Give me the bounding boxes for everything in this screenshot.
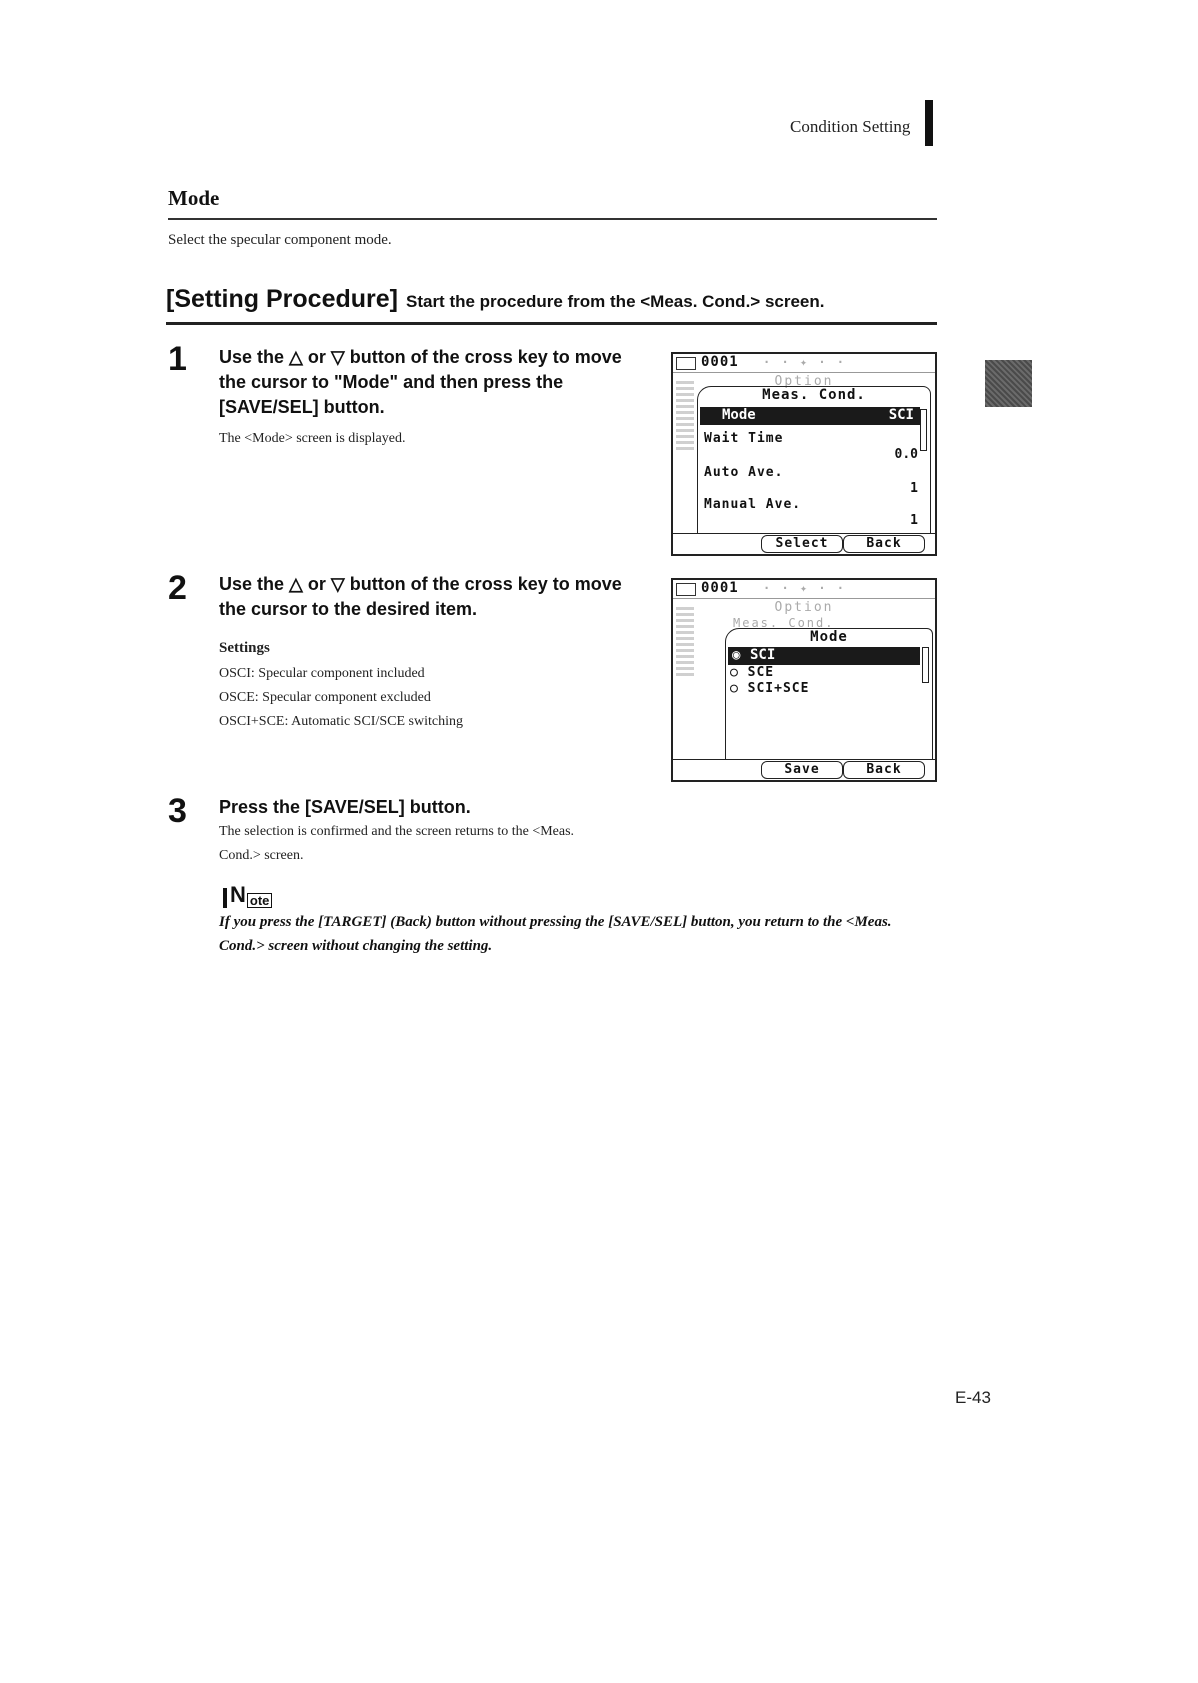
option-sci[interactable] [728,647,920,665]
select-softkey[interactable]: Select [761,535,843,553]
popup-title: Mode [810,629,848,645]
chapter-tab [985,360,1032,407]
menu-row-mode[interactable] [700,407,920,425]
menu-row-wait-time-value: 0.0 [894,447,918,462]
menu-row-wait-time[interactable]: Wait Time [704,431,784,446]
section-title: Mode [168,186,220,210]
menu-row-manual-ave[interactable]: Manual Ave. [704,497,802,512]
side-icons [676,380,694,450]
option-label: SCI [750,647,776,663]
save-softkey[interactable]: Save [761,761,843,779]
faint-status-icons: · · ✦ · · [763,581,847,595]
setting-sci-sce: OSCI+SCE: Automatic SCI/SCE switching [219,714,463,729]
option-sce[interactable] [730,665,920,680]
menu-row-value: SCI [888,407,914,423]
radio-selected-icon: ◉ [732,647,741,663]
softkey-bar [673,533,935,554]
setting-sce: OSCE: Specular component excluded [219,690,431,705]
step-2-number: 2 [168,569,187,607]
screen-subtitle: Option [774,600,834,615]
step-1-note: The <Mode> screen is displayed. [219,431,406,446]
menu-row-auto-ave-value: 1 [910,481,918,496]
step-3-note: The selection is confirmed and the screen returns to the <Meas. Cond.> screen. [219,824,575,863]
header-bar [925,100,933,146]
setting-sci: OSCI: Specular component included [219,666,425,681]
procedure-rule [166,322,937,325]
step-2-instruction: Use the △ or ▽ button of the cross key to move the cursor to the desired item. [219,574,622,619]
step-1-number: 1 [168,340,187,378]
scrollbar[interactable] [920,409,927,451]
background-title: Meas. Cond. [733,616,835,630]
procedure-subtitle: Start the procedure from the <Meas. Cond.> screen. [405,292,825,311]
screen-meas-cond [671,352,937,556]
sample-icon [676,583,696,596]
softkey-bar [673,759,935,780]
section-rule [168,218,937,220]
screen-mode [671,578,937,782]
menu-row-label: Mode [722,407,756,423]
page-number: E-43 [955,1388,991,1407]
radio-icon: ○ [730,681,748,696]
screen-top-bar [673,354,935,373]
back-softkey[interactable]: Back [843,761,925,779]
settings-list [219,662,463,734]
procedure-heading [166,285,825,314]
procedure-title: [Setting Procedure] [166,285,398,313]
faint-status-icons: · · ✦ · · [763,355,847,369]
note-text: If you press the [TARGET] (Back) button without pressing the [SAVE/SEL] button, you return to the <Meas. Cond.> screen without changing the setting. [219,914,892,954]
side-icons [676,606,694,676]
scrollbar[interactable] [922,647,929,683]
option-label: SCE [747,665,775,680]
back-softkey[interactable]: Back [843,535,925,553]
menu-frame [697,386,931,534]
step-3-instruction: Press the [SAVE/SEL] button. [219,797,471,817]
settings-heading: Settings [219,640,270,656]
option-label: SCI+SCE [747,681,810,696]
sample-icon [676,357,696,370]
note-bar [223,888,227,908]
screen-top-bar [673,580,935,599]
mode-popup [725,628,933,760]
running-header: Condition Setting [790,117,911,136]
sample-number: 0001 [701,354,739,370]
step-1-instruction: Use the △ or ▽ button of the cross key to move the cursor to "Mode" and then press the [SAVE/SEL] button. [219,347,622,417]
option-sci-sce[interactable] [730,681,920,696]
menu-row-manual-ave-value: 1 [910,513,918,528]
note-icon: N ote [223,882,272,908]
sample-number: 0001 [701,580,739,596]
menu-title: Meas. Cond. [762,387,866,403]
menu-row-auto-ave[interactable]: Auto Ave. [704,465,784,480]
radio-icon: ○ [730,665,748,680]
screen-subtitle: Option [774,374,834,389]
step-3-number: 3 [168,792,187,830]
section-description: Select the specular component mode. [168,232,392,248]
